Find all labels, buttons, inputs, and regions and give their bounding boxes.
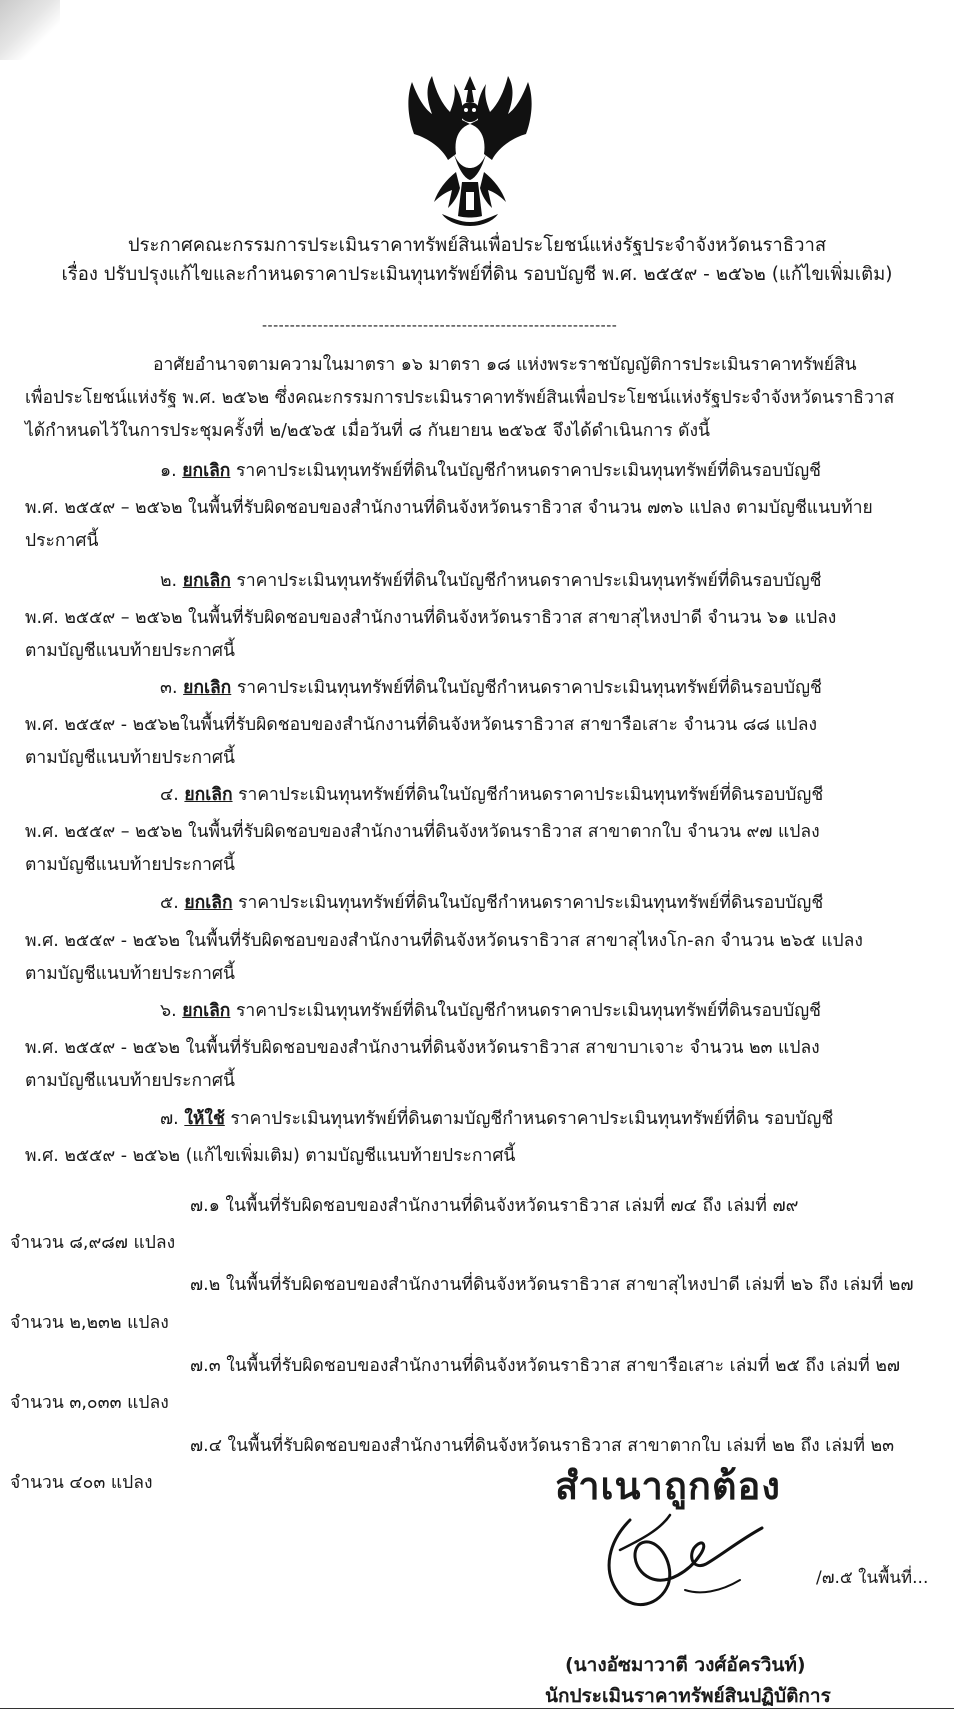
list-item-5-heading <box>160 890 823 916</box>
list-item-line: พ.ศ. ๒๕๕๙ - ๒๕๖๒ ในพื้นที่รับผิดชอบของสำนักงานที่ดินจังหวัดนราธิวาส สาขาสุไหงโก-ลก จำนวน ๒๖๕ แปลง <box>25 931 863 951</box>
item-text: ราคาประเมินทุนทรัพย์ที่ดินในบัญชีกำหนดราคาประเมินทุนทรัพย์ที่ดินรอบบัญชี <box>236 571 822 591</box>
item-number: ๖. <box>160 1001 177 1021</box>
list-item-line: พ.ศ. ๒๕๕๙ – ๒๕๖๒ ในพื้นที่รับผิดชอบของสำนักงานที่ดินจังหวัดนราธิวาส จำนวน ๗๓๖ แปลง ตามบัญชีแนบท้าย <box>25 498 873 518</box>
announcement-subject: เรื่อง ปรับปรุงแก้ไขและกำหนดราคาประเมินทุนทรัพย์ที่ดิน รอบบัญชี พ.ศ. ๒๕๕๙ - ๒๕๖๒ (แก้ไขเพิ่มเติม) <box>61 264 893 285</box>
item-keyword: ยกเลิก <box>182 461 231 481</box>
list-item-line: ตามบัญชีแนบท้ายประกาศนี้ <box>25 641 235 661</box>
signer-position: นักประเมินราคาทรัพย์สินปฏิบัติการ <box>545 1685 831 1707</box>
list-item-line: พ.ศ. ๒๕๕๙ – ๒๕๖๒ ในพื้นที่รับผิดชอบของสำนักงานที่ดินจังหวัดนราธิวาส สาขาตากใบ จำนวน ๙๗ แปลง <box>25 822 820 842</box>
item-text: ราคาประเมินทุนทรัพย์ที่ดินในบัญชีกำหนดราคาประเมินทุนทรัพย์ที่ดินรอบบัญชี <box>238 785 824 805</box>
subitem-7-3-count: จำนวน ๓,๐๓๓ แปลง <box>10 1393 169 1413</box>
list-item-line: พ.ศ. ๒๕๕๙ - ๒๕๖๒ ในพื้นที่รับผิดชอบของสำนักงานที่ดินจังหวัดนราธิวาส สาขาบาเจาะ จำนวน ๒๓ แปลง <box>25 1038 820 1058</box>
list-item-line: พ.ศ. ๒๕๕๙ – ๒๕๖๒ ในพื้นที่รับผิดชอบของสำนักงานที่ดินจังหวัดนราธิวาส สาขาสุไหงปาดี จำนวน ๖๑ แปลง <box>25 608 837 628</box>
subitem-7-3-line: ๗.๓ ในพื้นที่รับผิดชอบของสำนักงานที่ดินจังหวัดนราธิวาส สาขารือเสาะ เล่มที่ ๒๕ ถึง เล่มที่ ๒๗ <box>190 1356 901 1376</box>
item-keyword: ให้ใช้ <box>184 1109 225 1129</box>
subitem-7-1-line: ๗.๑ ในพื้นที่รับผิดชอบของสำนักงานที่ดินจังหวัดนราธิวาส เล่มที่ ๗๔ ถึง เล่มที่ ๗๙ <box>190 1196 799 1216</box>
item-keyword: ยกเลิก <box>182 571 231 591</box>
list-item-line: ตามบัญชีแนบท้ายประกาศนี้ <box>25 855 235 875</box>
handwritten-signature <box>590 1500 770 1620</box>
subitem-7-4-line: ๗.๔ ในพื้นที่รับผิดชอบของสำนักงานที่ดินจังหวัดนราธิวาส สาขาตากใบ เล่มที่ ๒๒ ถึง เล่มที่ ๒๓ <box>190 1436 895 1456</box>
list-item-1-heading <box>160 458 821 484</box>
subitem-7-4-count: จำนวน ๔๐๓ แปลง <box>10 1473 153 1493</box>
list-item-line: พ.ศ. ๒๕๕๙ - ๒๕๖๒ (แก้ไขเพิ่มเติม) ตามบัญชีแนบท้ายประกาศนี้ <box>25 1146 516 1166</box>
item-text: ราคาประเมินทุนทรัพย์ที่ดินในบัญชีกำหนดราคาประเมินทุนทรัพย์ที่ดินรอบบัญชี <box>235 1001 822 1021</box>
subitem-7-1-count: จำนวน ๘,๙๘๗ แปลง <box>10 1233 176 1253</box>
list-item-line: พ.ศ. ๒๕๕๙ - ๒๕๖๒ในพื้นที่รับผิดชอบของสำนักงานที่ดินจังหวัดนราธิวาส สาขารือเสาะ จำนวน ๘๘ แปลง <box>25 715 818 735</box>
item-keyword: ยกเลิก <box>184 893 233 913</box>
announcement-title: ประกาศคณะกรรมการประเมินราคาทรัพย์สินเพื่อประโยชน์แห่งรัฐประจำจังหวัดนราธิวาส <box>127 235 827 256</box>
certified-copy-stamp: สำเนาถูกต้อง <box>555 1464 781 1508</box>
divider-line: ---------------------------------------------------------------- <box>262 318 618 334</box>
item-number: ๑. <box>160 461 177 481</box>
list-item-4-heading <box>160 782 823 808</box>
item-number: ๕. <box>160 893 179 913</box>
list-item-3-heading <box>160 675 822 701</box>
continuation-note: /๗.๕ ในพื้นที่... <box>816 1568 929 1588</box>
intro-line: อาศัยอำนาจตามความในมาตรา ๑๖ มาตรา ๑๘ แห่งพระราชบัญญัติการประเมินราคาทรัพย์สิน <box>153 355 857 375</box>
item-number: ๗. <box>160 1109 179 1129</box>
list-item-7-heading <box>160 1106 833 1132</box>
list-item-line: ตามบัญชีแนบท้ายประกาศนี้ <box>25 964 235 984</box>
list-item-6-heading <box>160 998 821 1024</box>
list-item-line: ประกาศนี้ <box>25 531 99 551</box>
item-number: ๔. <box>160 785 179 805</box>
signer-name: (นางอัซมาวาตี วงศ์อัครวินท์) <box>565 1654 806 1676</box>
item-keyword: ยกเลิก <box>184 785 233 805</box>
subitem-7-2-count: จำนวน ๒,๒๓๒ แปลง <box>10 1313 169 1333</box>
item-keyword: ยกเลิก <box>182 1001 231 1021</box>
bottom-rule <box>0 1708 954 1709</box>
list-item-line: ตามบัญชีแนบท้ายประกาศนี้ <box>25 1071 235 1091</box>
item-number: ๒. <box>160 571 178 591</box>
subitem-7-2-line: ๗.๒ ในพื้นที่รับผิดชอบของสำนักงานที่ดินจังหวัดนราธิวาส สาขาสุไหงปาดี เล่มที่ ๒๖ ถึง เล่มที่ ๒๗ <box>190 1275 914 1295</box>
page-corner-shadow <box>0 0 60 60</box>
item-text: ราคาประเมินทุนทรัพย์ที่ดินในบัญชีกำหนดราคาประเมินทุนทรัพย์ที่ดินรอบบัญชี <box>238 893 824 913</box>
list-item-2-heading <box>160 568 822 594</box>
list-item-line: ตามบัญชีแนบท้ายประกาศนี้ <box>25 748 235 768</box>
item-number: ๓. <box>160 678 178 698</box>
intro-line: เพื่อประโยชน์แห่งรัฐ พ.ศ. ๒๕๖๒ ซึ่งคณะกรรมการประเมินราคาทรัพย์สินเพื่อประโยชน์แห่งรัฐประจำจังหวัดนราธิวาส <box>25 388 895 408</box>
item-text: ราคาประเมินทุนทรัพย์ที่ดินตามบัญชีกำหนดราคาประเมินทุนทรัพย์ที่ดิน รอบบัญชี <box>230 1109 834 1129</box>
item-text: ราคาประเมินทุนทรัพย์ที่ดินในบัญชีกำหนดราคาประเมินทุนทรัพย์ที่ดินรอบบัญชี <box>236 678 822 698</box>
item-text: ราคาประเมินทุนทรัพย์ที่ดินในบัญชีกำหนดราคาประเมินทุนทรัพย์ที่ดินรอบบัญชี <box>235 461 822 481</box>
garuda-emblem-icon <box>398 68 542 228</box>
item-keyword: ยกเลิก <box>183 678 232 698</box>
intro-line: ได้กำหนดไว้ในการประชุมครั้งที่ ๒/๒๕๖๕ เมื่อวันที่ ๘ กันยายน ๒๕๖๕ จึงได้ดำเนินการ ดังนี้ <box>25 421 711 441</box>
